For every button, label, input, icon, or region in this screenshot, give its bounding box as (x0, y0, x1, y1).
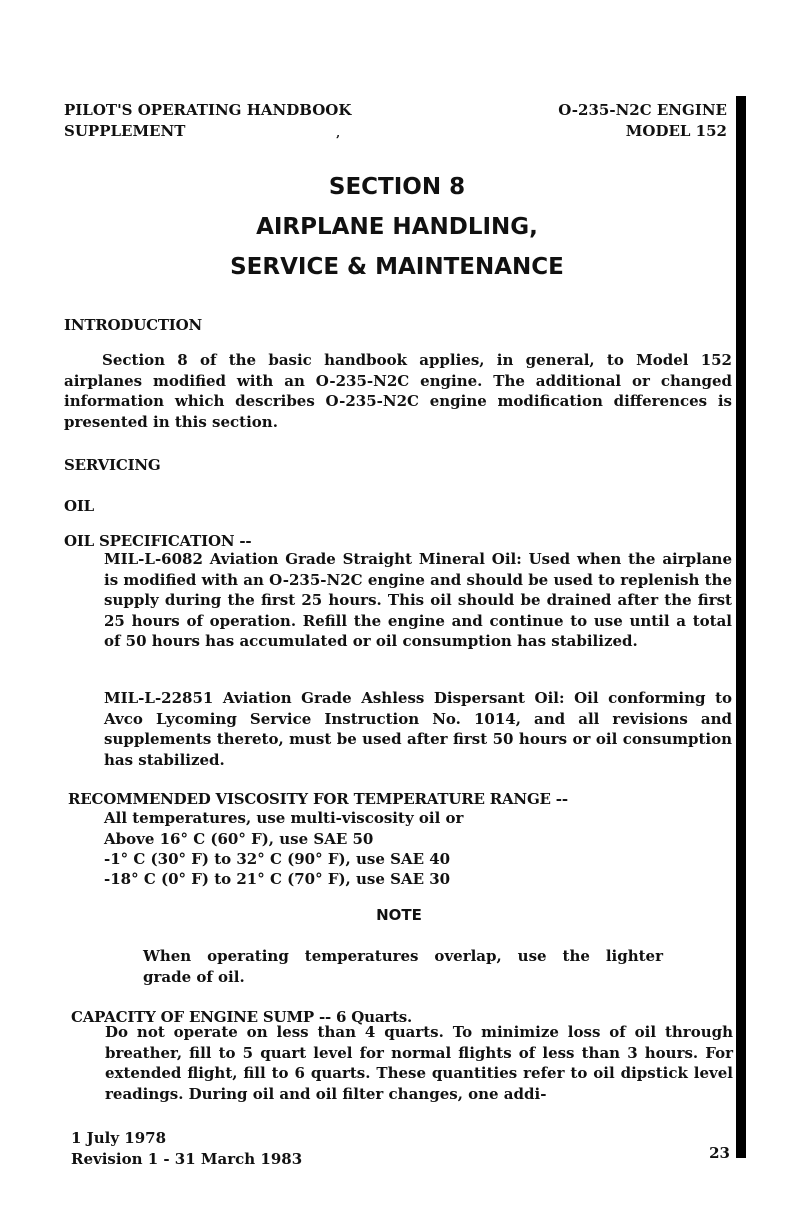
capacity-paragraph: Do not operate on less than 4 quarts. To minimize loss of oil through breather, fill to 5 quart level for normal flights of less than 3 hours. For extended flight, fill to 6 quarts. These quantities refer to oil dipstick level readings. During oil and oil filter changes, one addi- (105, 1023, 733, 1103)
header-handbook-title: PILOT'S OPERATING HANDBOOK (64, 101, 352, 119)
viscosity-line: -1° C (30° F) to 32° C (90° F), use SAE 40 (104, 850, 451, 868)
footer-date: 1 July 1978 (71, 1129, 167, 1147)
page-edge-bar (736, 96, 746, 1158)
servicing-heading: SERVICING (64, 456, 161, 474)
section-title-line2: AIRPLANE HANDLING, (256, 214, 538, 240)
viscosity-line: Above 16° C (60° F), use SAE 50 (104, 830, 374, 848)
capacity-heading: CAPACITY OF ENGINE SUMP -- 6 Quarts. (71, 1008, 413, 1026)
footer-left (71, 1128, 302, 1170)
note-line-1: When operating temperatures overlap, use the lighter (143, 947, 663, 965)
header-left (64, 100, 351, 142)
note-line-2: grade of oil. (143, 968, 245, 986)
note-title: NOTE (376, 906, 422, 924)
page-number: 23 (709, 1144, 730, 1162)
introduction-heading: INTRODUCTION (64, 316, 203, 334)
header-model: MODEL 152 (625, 122, 727, 140)
header-right (558, 100, 727, 142)
oil-spec-mineral-paragraph: MIL-L-6082 Aviation Grade Straight Mineral Oil: Used when the airplane is modified with an O-235-N2C engine and should be used to replenish the supply during the first 25 hours. This oil should be drained after the first 25 hours of operation. Refill the engine and continue to use until a total of 50 hours has accumulated or oil consumption has stabilized. (104, 550, 732, 650)
oil-spec-dispersant-paragraph: MIL-L-22851 Aviation Grade Ashless Dispersant Oil: Oil conforming to Avco Lycoming Service Instruction No. 1014, and all revisions and supplements thereto, must be used after first 50 hours or oil consumption has stabilized. (104, 689, 732, 769)
oil-specification-heading: OIL SPECIFICATION -- (64, 532, 252, 550)
viscosity-heading: RECOMMENDED VISCOSITY FOR TEMPERATURE RANGE -- (68, 790, 568, 808)
scan-mark: ‚ (336, 126, 341, 140)
section-title-line3: SERVICE & MAINTENANCE (230, 254, 564, 280)
section-number: SECTION 8 (328, 174, 466, 200)
section-title (64, 167, 730, 287)
footer-revision: Revision 1 - 31 March 1983 (71, 1150, 303, 1168)
header-supplement: SUPPLEMENT (64, 122, 186, 140)
viscosity-line: -18° C (0° F) to 21° C (70° F), use SAE 30 (104, 870, 451, 888)
viscosity-line: All temperatures, use multi-viscosity oil or (104, 809, 464, 827)
introduction-paragraph: Section 8 of the basic handbook applies, in general, to Model 152 airplanes modified with an O-235-N2C engine. The additional or changed information which describes O-235-N2C engine modification differences is presented in this section. (64, 351, 732, 431)
oil-heading: OIL (64, 497, 95, 515)
header-engine: O-235-N2C ENGINE (558, 101, 727, 119)
